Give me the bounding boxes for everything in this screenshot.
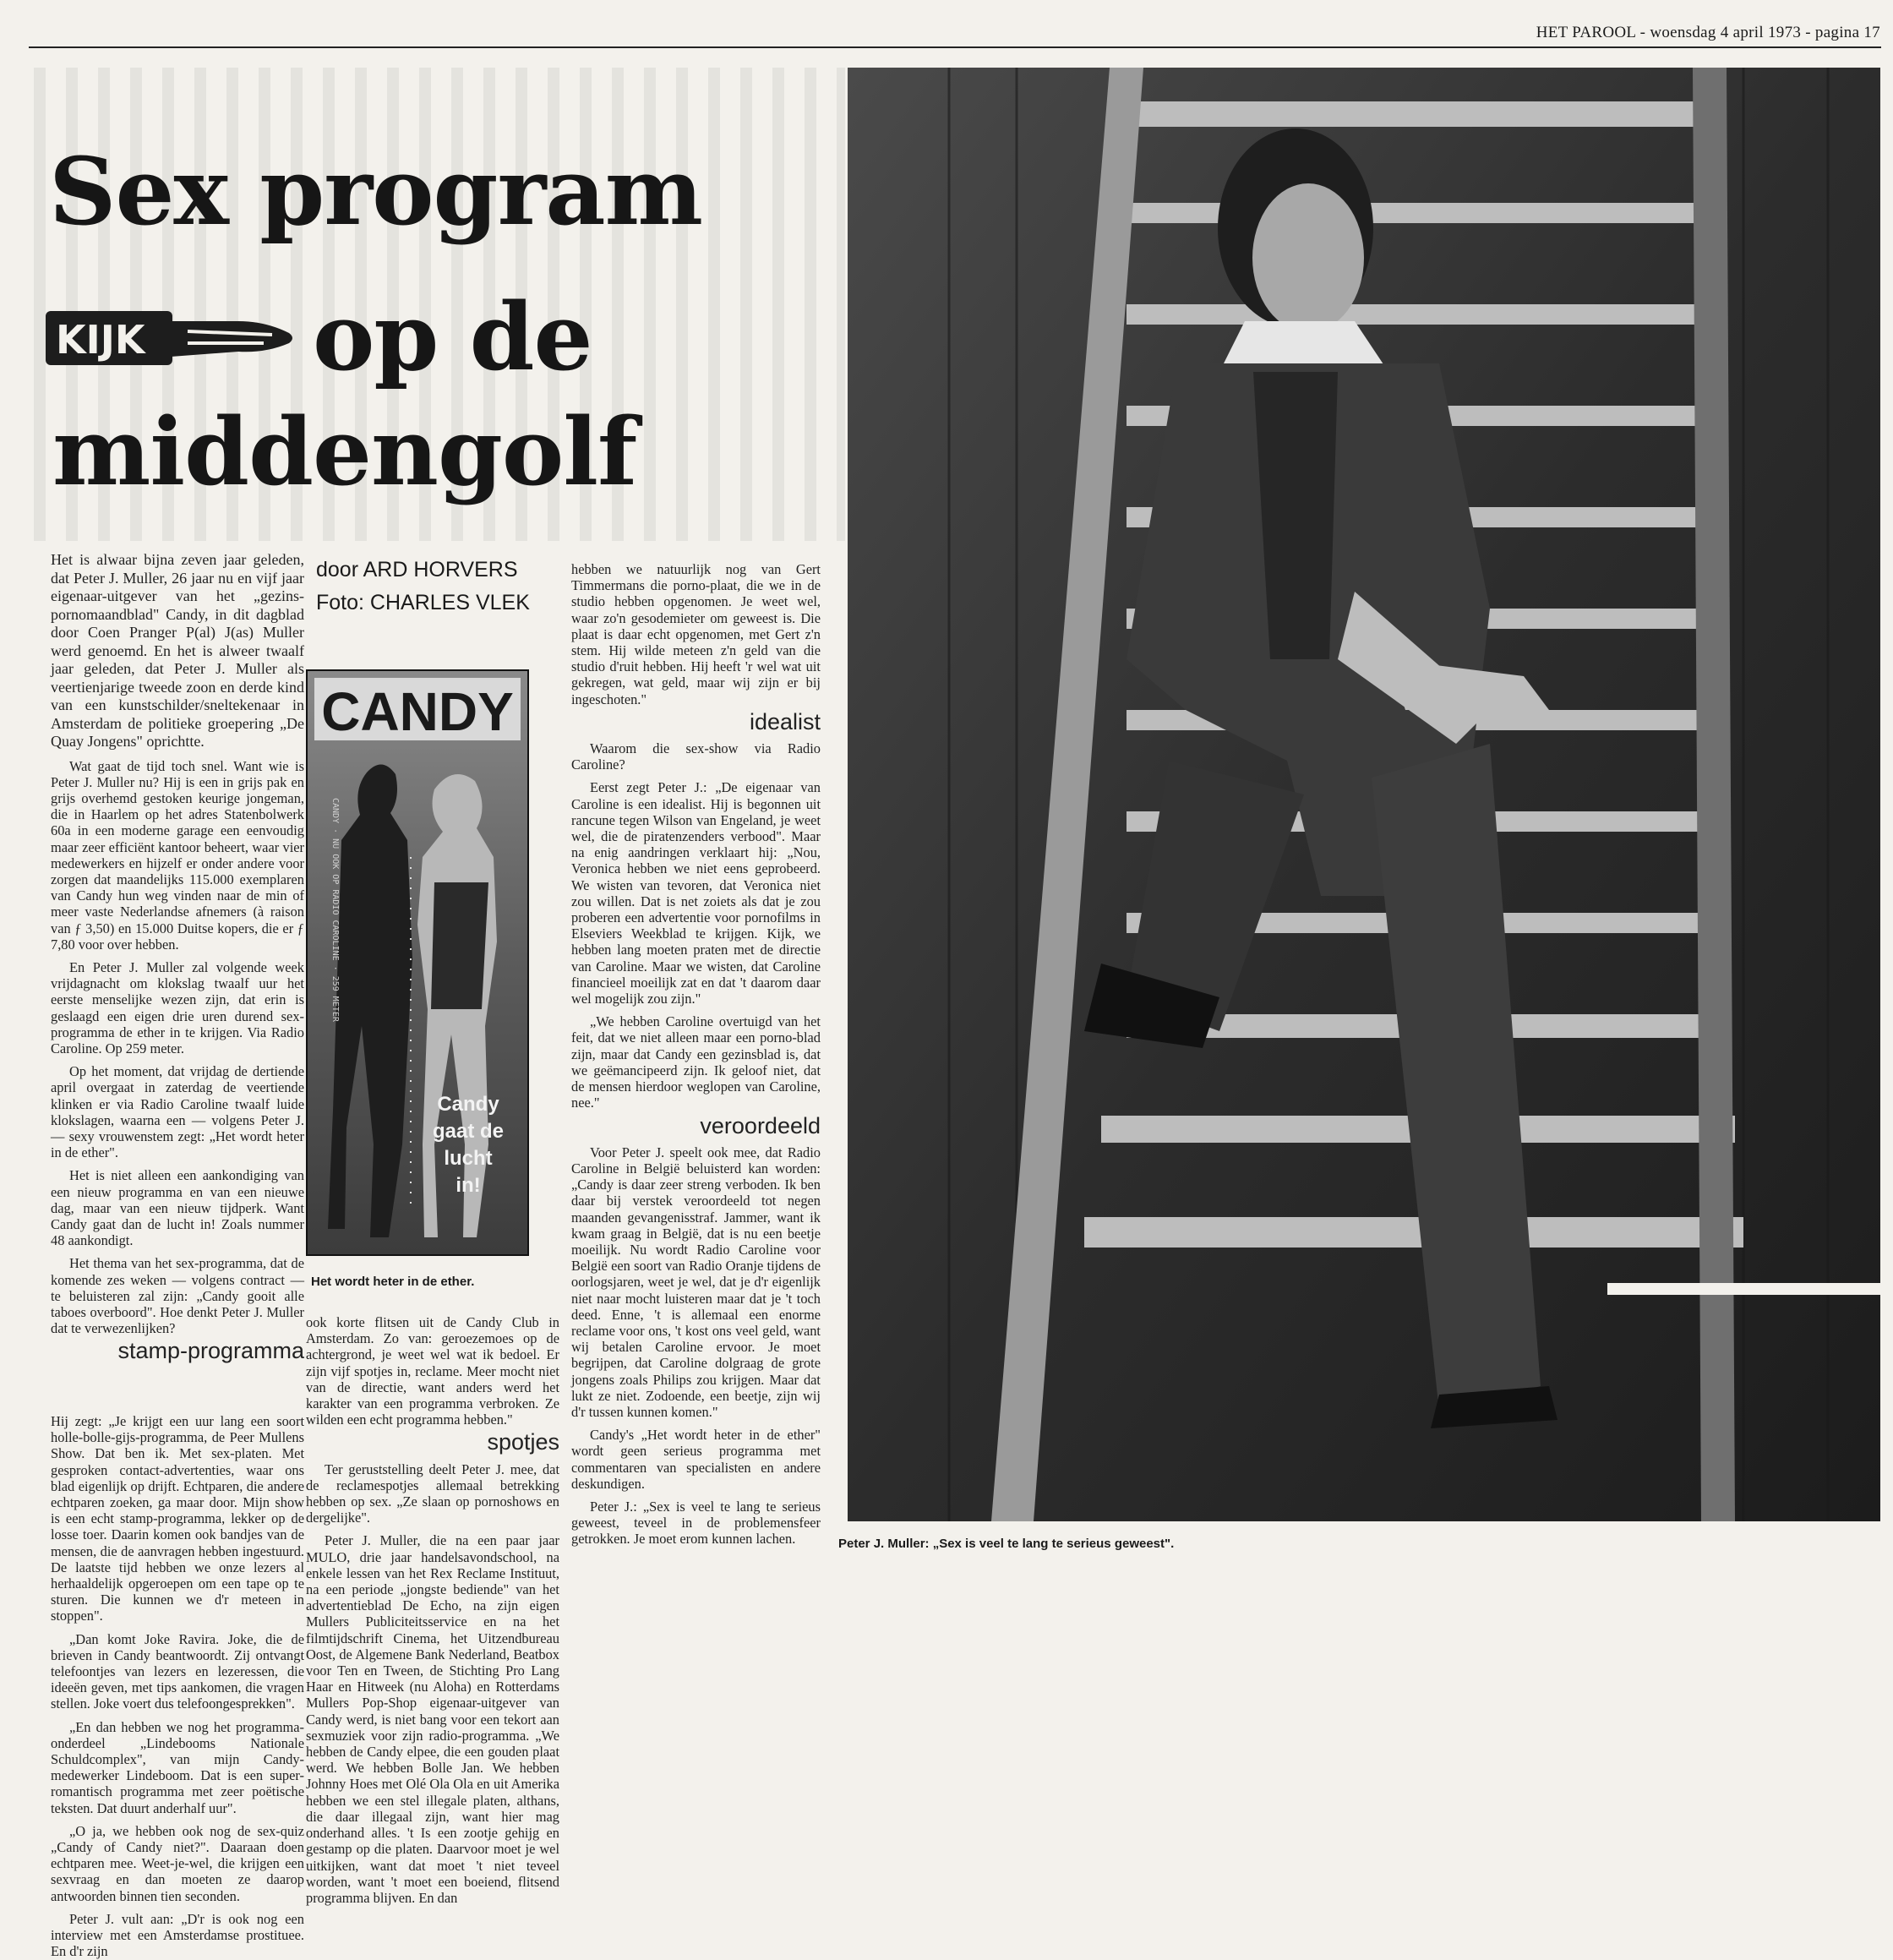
paragraph: „We hebben Caroline overtuigd van het feit, dat we niet alleen maar een porno-blad zijn, maar dat Candy een gezinsblad is, dat we geëmancipeerd zijn. Ik geloof niet, dat de mensen hierdoor weglopen van Caroline, nee."	[571, 1013, 821, 1111]
article-column-1-continued	[51, 1413, 304, 1960]
paragraph: Waarom die sex-show via Radio Caroline?	[571, 740, 821, 773]
paragraph: „O ja, we hebben ook nog de sex-quiz „Candy of Candy niet?". Daaraan doen echtparen mee. Weet-je-wel, die krijgen een sexvraag en dan moeten ze daarop antwoorden binnen tien seconden.	[51, 1822, 304, 1904]
article-column-1	[51, 551, 304, 1364]
paragraph: Ter geruststelling deelt Peter J. mee, dat de reclamespotjes allemaal betrekking hebben op sex. „Ze slaan op pornoshows en dergelijke".	[306, 1460, 559, 1526]
paragraph: Voor Peter J. speelt ook mee, dat Radio Caroline in België beluisterd kan worden: „Candy is daar zeer streng verboden. Ik ben daar bij verstek veroordeeld tot negen maanden gevangenisstraf. Jammer, want ik kwam graag in België, dat is nu een beetje moeilijk. Nu wordt Radio Caroline voor België een soort van Radio Oranje tijdens de oorlogsjaren, weet je wel, dat je d'r eigenlijk niet naar mocht luisteren maar dat je 't toch deed. Enne, 't is allemaal een enorme reclame voor ons, 't kost ons veel geld, want wij betalen Caroline ervoor. Je moet begrijpen, dat Caroline dolgraag de grote jongens zoals Philips zou krijgen. Maar dat lukt ze niet. Zodoende, een beetje, zijn wij d'r tussen kunnen komen."	[571, 1144, 821, 1420]
paragraph: Eerst zegt Peter J.: „De eigenaar van Caroline is een idealist. Hij is begonnen uit rancune tegen Wilson van Engeland, je weet wel, die de piratenzenders verbood". Maar na enig aandringen verklaart hij: „Nou, Veronica hebben we niet eens geprobeerd. We wisten van tevoren, dat Veronica niet zou willen. Dat is net zoiets als dat je zou proberen een advertentie voor pornofilms in Elseviers Weekblad te krijgen. Kijk, we hebben lang moeten praten met de directie van Caroline. Maar we wisten, dat Caroline financieel moeilijk zat en dat 't daarom daar wel mogelijk zou zijn."	[571, 779, 821, 1007]
paragraph: ook korte flitsen uit de Candy Club in Amsterdam. Zo van: geroezemoes op de achtergrond, je weet wel wat ik bedoel. Er zijn vijf spotjes in, reclame. Meer mocht niet van de directie, want anders werd het karakter van een programma verbroken. Ze wilden een echt programma hebben."	[306, 1314, 559, 1428]
subheading: stamp-programma	[117, 1338, 304, 1364]
paragraph: Het is alwaar bijna zeven jaar geleden, dat Peter J. Muller, 26 jaar nu en vijf jaar eigenaar-uitgever van het „gezins-pornomaandblad" Candy, in dit dagblad door Coen Pranger P(al) J(as) Muller werd genoemd. En het is alweer twaalf jaar geleden, dat Peter J. Muller als veertienjarige tweede zoon en derde kind van een kunstschilder/sneltekenaar in Amsterdam de politieke groepering „De Quay Jongens" oprichtte.	[51, 551, 304, 750]
paragraph: Peter J.: „Sex is veel te lang te serieus geweest, teveel in de problemensfeer getrokken. Je moet erom kunnen lachen.	[571, 1498, 821, 1548]
paragraph: Candy's „Het wordt heter in de ether" wordt geen serieus programma met commentaren van specialisten en andere deskundigen.	[571, 1427, 821, 1492]
cover-caption: Het wordt heter in de ether.	[311, 1275, 475, 1289]
candy-magazine-cover-image	[306, 669, 529, 1256]
header-rule	[29, 46, 1881, 48]
headline-line-2: op de	[313, 282, 592, 391]
subheading: idealist	[749, 708, 821, 734]
photo-credit: Foto: CHARLES VLEK	[316, 591, 530, 614]
photo-edge-strip	[1607, 1283, 1893, 1295]
cover-title: CANDY	[321, 681, 514, 742]
author-credit: door ARD HORVERS	[316, 558, 518, 581]
headline-line-3: middengolf	[52, 397, 637, 506]
running-head: HET PAROOL - woensdag 4 april 1973 - pagina 17	[1536, 24, 1880, 41]
cover-slogan-line-3: lucht	[444, 1147, 493, 1170]
paragraph: Wat gaat de tijd toch snel. Want wie is Peter J. Muller nu? Hij is een in grijs pak en grijs overhemd gestoken keurige jongeman, die in Haarlem op het adres Statenbolwerk 60a in een moderne garage een eenvoudig maar zeer efficiënt kantoor beheert, waar vier medewerkers en hijzelf er onder andere voor zorgen dat maandelijks 115.000 exemplaren van Candy hun weg vinden naar de min of meer vaste Nederlandse afnemers (à raison van ƒ 3,50) en 15.000 Duitse kopers, die er ƒ 7,80 voor over hebben.	[51, 757, 304, 953]
kijk-badge-text: KIJK	[56, 317, 145, 363]
cover-slogan-line-4: in!	[456, 1174, 481, 1197]
paragraph: „Dan komt Joke Ravira. Joke, die de brieven in Candy beantwoordt. Zij ontvangt telefoontjes van lezers en lezeressen, die ideeën geven, met tips aankomen, die vragen stellen. Joke voert dus telefoongesprekken".	[51, 1630, 304, 1712]
paragraph: Op het moment, dat vrijdag de dertiende april overgaat in zaterdag de veertiende klinken er via Radio Caroline twaalf luide klokslagen, waarna een — volgens Peter J. — sexy vrouwenstem zegt: „Het wordt heter in de ether".	[51, 1063, 304, 1161]
headline-line-1: Sex program	[49, 137, 703, 246]
cover-slogan-line-2: gaat de	[432, 1120, 505, 1143]
paragraph: Peter J. Muller, die na een paar jaar MULO, drie jaar handelsavondschool, na enkele lessen van het Rex Reclame Instituut, na een periode „jongste bediende" van het advertentieblad De Echo, na zijn eigen Mullers Publiciteitsservice en na het filmtijdschrift Cinema, het Uitzendbureau Oost, de Algemene Bank Nederland, Beatbox voor Ten en Tween, de Stichting Pro Lang Haar en Hitweek (nu Aloha) en Rotterdams Mullers Pop-Shop eigenaar-uitgever van Candy werd, is niet bang voor een tekort aan sexmuziek voor zijn radio-programma. „We hebben de Candy elpee, die een gouden plaat werd. We hebben Bolle Jan. We hebben Johnny Hoes met Olé Ola Ola en uit Amerika hebben we een stel illegale platen, althans, die daar illegaal zijn, want hier mag onderhand alles. 't Is een zootje gehijg en gestamp op die platen. Daarvoor moet je wel uitkijken, want dat moet 't niet teveel worden, want 't moet een boeiend, flitsend programma blijven. En dan	[306, 1532, 559, 1906]
paragraph: Het thema van het sex-programma, dat de komende zes weken — volgens contract — te beluisteren zal zijn: „Candy gooit alle taboes overboord". Hoe denkt Peter J. Muller dat te verwezenlijken?	[51, 1255, 304, 1337]
cover-slogan-line-1: Candy	[437, 1093, 499, 1116]
paragraph: Het is niet alleen een aankondiging van een nieuw programma en van een nieuwe dag, maar van een nieuw tijdperk. Want Candy gaat dan de lucht in! Zoals nummer 48 aankondigt.	[51, 1167, 304, 1249]
paragraph: Hij zegt: „Je krijgt een uur lang een soort holle-bolle-gijs-programma, de Peer Mullens Show. Dat ben ik. Met sex-platen. Met gesproken contact-advertenties, waar ons blad eigenlijk op drijft. Echtparen, die andere echtparen zoeken, ga maar door. Mijn show is een echt stamp-programma, lekker op de losse toer. Daarin komen ook bandjes van de mensen, die de aanvragen hebben ingestuurd. De laatste tijd hebben we onze lezers al herhaaldelijk opgeroepen om een tape op te sturen. Die kunnen we d'r meteen in stoppen".	[51, 1413, 304, 1624]
subheading: spotjes	[487, 1429, 559, 1455]
photo-caption: Peter J. Muller: „Sex is veel te lang te serieus geweest".	[838, 1537, 1175, 1551]
byline	[316, 558, 570, 615]
paragraph: En Peter J. Muller zal volgende week vrijdagnacht om klokslag twaalf uur het eerste menselijke wezen zijn, dat erin is geslaagd een eigen drie uren durend sex-programma de ether in te krijgen. Via Radio Caroline. Op 259 meter.	[51, 958, 304, 1056]
paragraph: hebben we natuurlijk nog van Gert Timmermans die porno-plaat, die we in de studio hebben opgenomen. Je weet wel, waar zo'n gesodemieter om geweest is. Die plaat is daar echt opgenomen, met Gert z'n stem. Hij wilde meteen z'n geld van die studio d'ruit hebben. Hij heeft 'r wel wat uit gekregen, wat geld, maar wij zijn er bij ingeschoten."	[571, 561, 821, 707]
article-column-2	[306, 1314, 559, 1940]
portrait-photo-man-on-stairs	[848, 68, 1880, 1521]
kijk-pointing-hand-icon	[44, 296, 297, 380]
cover-spine-text: CANDY · NU OOK OP RADIO CAROLINE · 259 METER	[330, 798, 340, 1022]
article-column-3	[571, 561, 821, 1575]
paragraph: Peter J. vult aan: „D'r is ook nog een interview met een Amsterdamse prostituee. En d'r zijn	[51, 1910, 304, 1960]
subheading: veroordeeld	[700, 1112, 821, 1138]
paragraph: „En dan hebben we nog het programma-onderdeel „Lindebooms Nationale Schuldcomplex", van mijn Candy-medewerker Lindeboom. Dat is een super-romantisch programma met zeer poëtische teksten. Dat duurt anderhalf uur".	[51, 1718, 304, 1816]
